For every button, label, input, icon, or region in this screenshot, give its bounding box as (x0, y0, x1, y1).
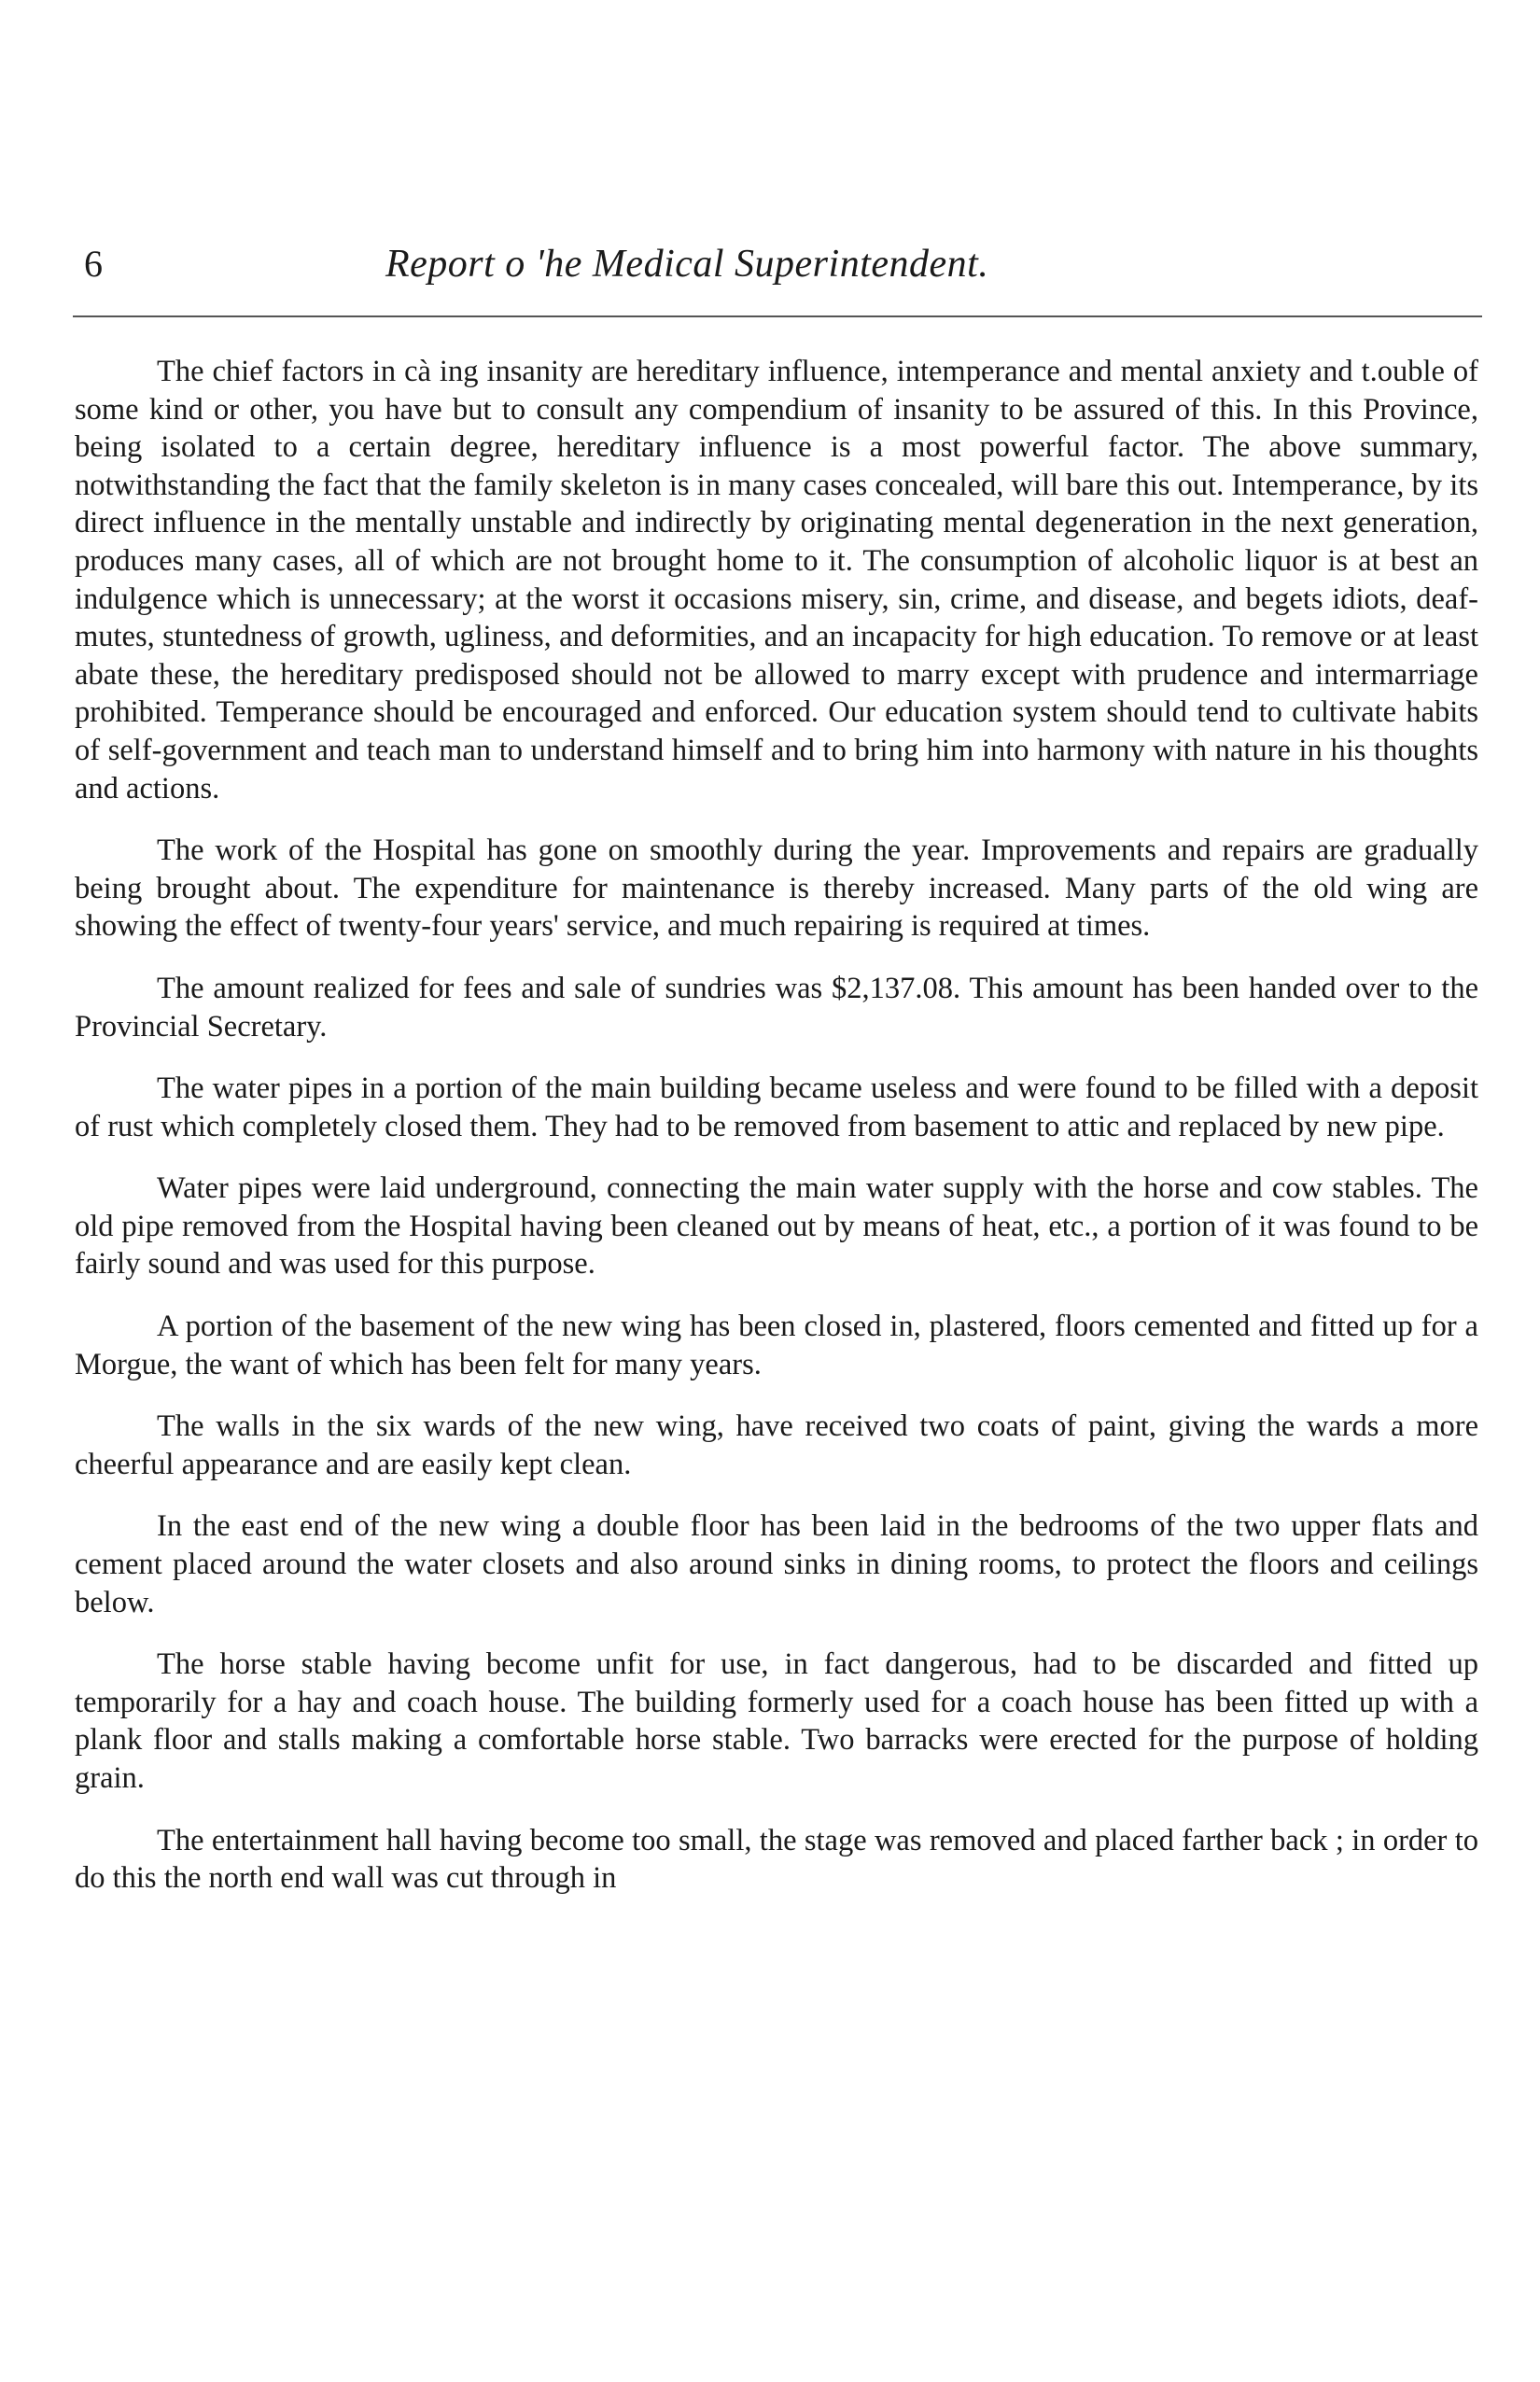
paragraph-causes-of-insanity: The chief factors in cà ing insanity are hereditary influence, intemperance and mental anxiety and t.ouble of some kind or other, you have but to consult any compendium of insanity to be assured of this. In this Province, being isolated to a certain degree, hereditary influence is a most powerful factor. The above summary, notwithstanding the fact that the family skeleton is in many cases concealed, will bare this out. Intemperance, by its direct influence in the mentally unstable and indirectly by originating mental degeneration in the next generation, produces many cases, all of which are not brought home to it. The consumption of alcoholic liquor is at best an indulgence which is unnecessary; at the worst it occasions misery, sin, crime, and disease, and begets idiots, deaf-mutes, stuntedness of growth, ugliness, and deformities, and an incapacity for high education. To remove or at least abate these, the hereditary predisposed should not be allowed to marry except with prudence and intermarriage prohibited. Temperance should be encouraged and enforced. Our education system should tend to cultivate habits of self-government and teach man to understand himself and to bring him into harmony with nature in his thoughts and actions. (75, 355, 1478, 806)
page-header (73, 241, 1482, 297)
header-rule (73, 315, 1482, 317)
paragraph-double-floor: In the east end of the new wing a double floor has been laid in the bedrooms of the two upper flats and cement placed around the water closets and also around sinks in dining rooms, to protect the floors and ceilings below. (75, 1509, 1478, 1619)
page-number: 6 (84, 243, 103, 285)
paragraph-hospital-work: The work of the Hospital has gone on smoothly during the year. Improvements and repairs are gradually being brought about. The expenditure for maintenance is thereby increased. Many parts of the old wing are showing the effect of twenty-four years' service, and much repairing is required at times. (75, 834, 1478, 944)
paragraph-fees-amount: The amount realized for fees and sale of sundries was $2,137.08. This amount has been handed over to the Provincial Secretary. (75, 971, 1478, 1044)
paragraph-entertainment-hall: The entertainment hall having become too small, the stage was removed and placed farther back ; in order to do this the north end wall was cut through in (75, 1823, 1478, 1896)
running-head: Report o 'he Medical Superintendent. (385, 243, 989, 286)
paragraph-horse-stable: The horse stable having become unfit for use, in fact dangerous, had to be discarded and fitted up temporarily for a hay and coach house. The building formerly used for a coach house has been fitted up with a plank floor and stalls making a comfortable horse stable. Two barracks were erected for the purpose of holding grain. (75, 1647, 1478, 1795)
body-text (75, 353, 1478, 1922)
paragraph-water-pipes: The water pipes in a portion of the main building became useless and were found to be filled with a deposit of rust which completely closed them. They had to be removed from basement to attic and replaced by new pipe. (75, 1072, 1478, 1143)
paragraph-ward-walls: The walls in the six wards of the new wing, have received two coats of paint, giving the wards a more cheerful appearance and are easily kept clean. (75, 1409, 1478, 1481)
paragraph-underground-pipes: Water pipes were laid underground, connecting the main water supply with the horse and cow stables. The old pipe removed from the Hospital having been cleaned out by means of heat, etc., a portion of it was found to be fairly sound and was used for this purpose. (75, 1171, 1478, 1282)
paragraph-morgue: A portion of the basement of the new wing has been closed in, plastered, floors cemented and fitted up for a Morgue, the want of which has been felt for many years. (75, 1310, 1478, 1381)
